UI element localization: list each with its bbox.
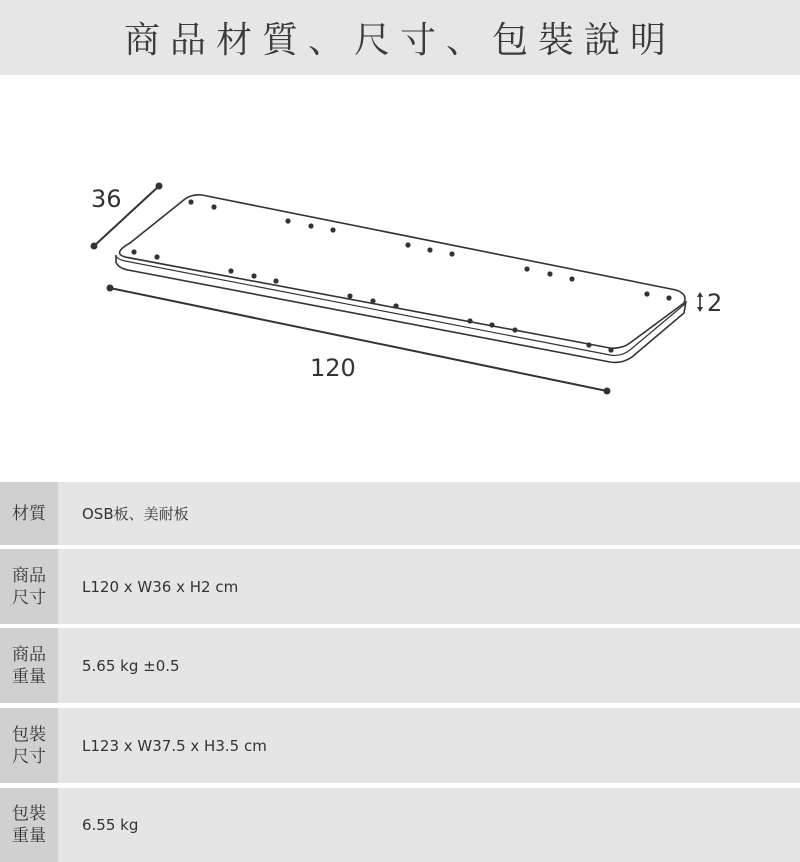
length-dimension-endpoint (107, 285, 114, 292)
spec-value: 6.55 kg (58, 788, 800, 862)
depth-dimension-endpoint (91, 243, 98, 250)
height-arrow-up (697, 292, 703, 297)
page-title: 商品材質、尺寸、包裝說明 (123, 20, 676, 61)
depth-label: 36 (91, 185, 122, 213)
spec-value: L120 x W36 x H2 cm (58, 549, 800, 624)
board-top-surface (120, 195, 685, 348)
spec-row-package-weight (0, 788, 800, 862)
spec-value: OSB板、美耐板 (58, 482, 800, 545)
spec-row-product-size (0, 549, 800, 624)
spec-label: 包裝 重量 (0, 788, 58, 862)
spec-label: 商品 重量 (0, 628, 58, 703)
board-drawing (0, 75, 800, 480)
length-dimension-endpoint (604, 388, 611, 395)
spec-value: L123 x W37.5 x H3.5 cm (58, 708, 800, 783)
product-dimension-diagram (0, 75, 800, 480)
spec-label: 包裝 尺寸 (0, 708, 58, 783)
length-label: 120 (310, 354, 356, 382)
spec-label: 商品 尺寸 (0, 549, 58, 624)
depth-dimension-endpoint (156, 183, 163, 190)
spec-row-package-size (0, 708, 800, 783)
spec-value: 5.65 kg ±0.5 (58, 628, 800, 703)
height-arrow-down (697, 307, 703, 312)
height-label: 2 (707, 289, 723, 317)
spec-row-product-weight (0, 628, 800, 703)
spec-label: 材質 (0, 482, 58, 545)
page-header (0, 0, 800, 75)
spec-row-material (0, 482, 800, 545)
